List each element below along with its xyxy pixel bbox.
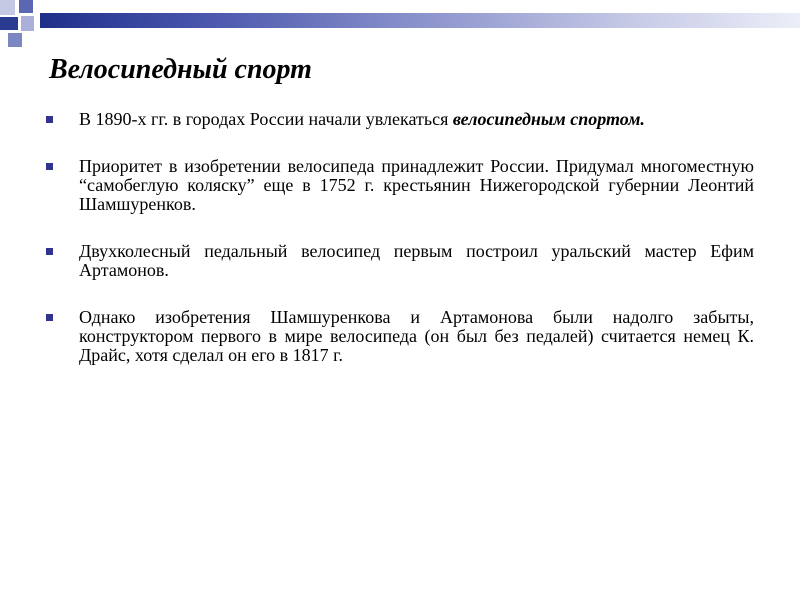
bullet-item [44,242,754,280]
bullet-item [44,110,754,129]
decor-square [0,0,15,15]
bullet-text: Приоритет в изобретении велосипеда принадлежит России. Придумал многоместную “самобеглую коляску” еще в 1752 г. крестьянин Нижегородской губернии Леонтий Шамшуренков. [79,156,754,214]
bullet-text-end: . [640,109,645,129]
bullet-item [44,157,754,214]
square-bullet-icon [46,116,53,123]
square-bullet-icon [46,314,53,321]
top-gradient-banner [40,13,800,28]
bullet-text: Однако изобретения Шамшуренкова и Артамонова были надолго забыты, конструктором первого в мире велосипеда (он был без педалей) считается немец К. Драйс, хотя сделал он его в 1817 г. [79,307,754,365]
bullet-text: Двухколесный педальный велосипед первым построил уральский мастер Ефим Артамонов. [79,241,754,280]
slide-title: Велосипедный спорт [49,54,312,85]
bullet-emphasis: велосипедным спортом [452,109,641,129]
square-bullet-icon [46,163,53,170]
bullet-text: В 1890-х гг. в городах России начали увлекаться [79,109,453,129]
decor-square [8,33,22,47]
decor-square [0,17,18,30]
square-bullet-icon [46,248,53,255]
decor-square [19,0,33,13]
bullet-item [44,308,754,365]
decor-square [21,16,34,31]
bullet-list [44,110,754,393]
